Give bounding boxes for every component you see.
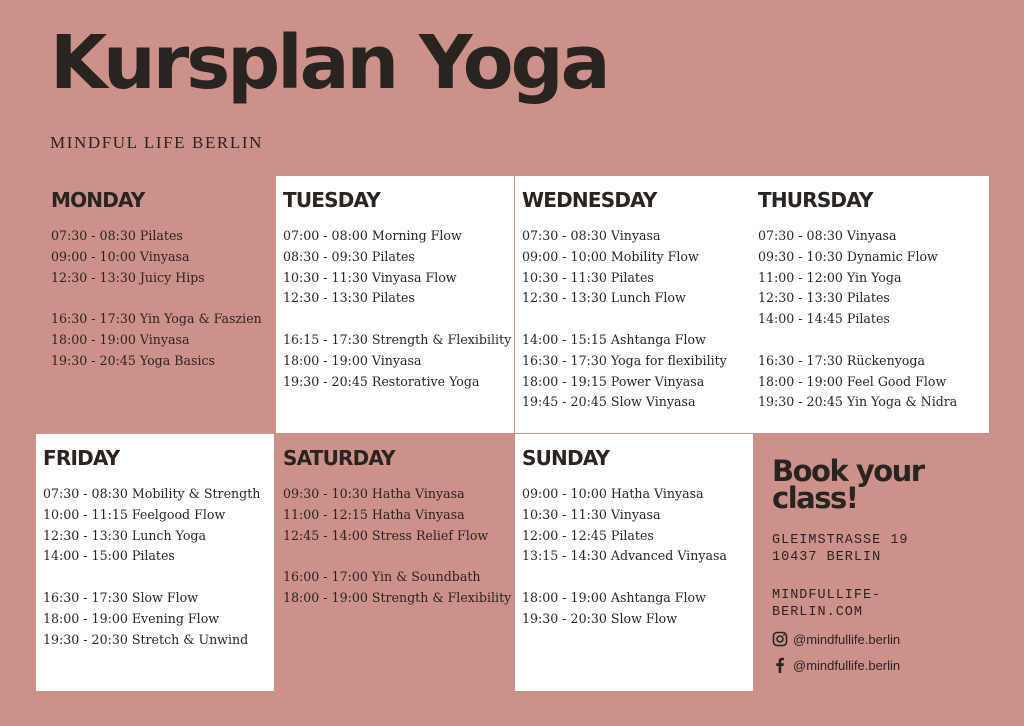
class-entry: 10:00 - 11:15 Feelgood Flow (43, 506, 226, 522)
day-heading: TUESDAY (283, 188, 380, 212)
class-entry: 11:00 - 12:15 Hatha Vinyasa (283, 506, 465, 522)
class-entry: 09:00 - 10:00 Mobility Flow (522, 248, 699, 264)
class-entry: 19:30 - 20:45 Restorative Yoga (283, 373, 480, 389)
class-entry: 19:30 - 20:30 Stretch & Unwind (43, 631, 249, 647)
studio-name: MINDFUL LIFE BERLIN (50, 133, 263, 152)
class-entry: 13:15 - 14:30 Advanced Vinyasa (522, 548, 727, 564)
class-entry: 07:30 - 08:30 Vinyasa (522, 228, 661, 243)
day-wednesday (515, 176, 753, 433)
class-entry: 12:30 - 13:30 Lunch Flow (522, 290, 686, 306)
class-entry: 11:00 - 12:00 Yin Yoga (758, 269, 902, 285)
day-heading: MONDAY (51, 188, 145, 212)
day-heading: SATURDAY (283, 446, 395, 470)
class-entry: 19:30 - 20:30 Slow Flow (522, 610, 677, 626)
class-entry: 19:30 - 20:45 Yin Yoga & Nidra (758, 394, 958, 410)
class-entry: 16:30 - 17:30 Slow Flow (43, 589, 198, 605)
class-entry: 12:45 - 14:00 Stress Relief Flow (283, 527, 489, 543)
class-entry: 18:00 - 19:00 Evening Flow (43, 610, 220, 626)
class-entry: 18:00 - 19:15 Power Vinyasa (522, 373, 705, 389)
class-entry: 16:30 - 17:30 Rückenyoga (758, 352, 925, 368)
class-entry: 16:30 - 17:30 Yin Yoga & Faszien (51, 311, 262, 327)
website-link[interactable] (772, 587, 992, 621)
class-entry: 12:30 - 13:30 Lunch Yoga (43, 527, 206, 543)
class-entry: 09:00 - 10:00 Vinyasa (51, 248, 190, 264)
address (772, 532, 992, 566)
class-entry: 07:30 - 08:30 Mobility & Strength (43, 486, 261, 501)
class-entry: 12:30 - 13:30 Juicy Hips (51, 269, 205, 285)
booking-title-line1: Book your (772, 454, 924, 488)
class-entry: 09:30 - 10:30 Dynamic Flow (758, 248, 938, 264)
class-entry: 08:30 - 09:30 Pilates (283, 248, 415, 264)
class-entry: 07:00 - 08:00 Morning Flow (283, 228, 462, 243)
class-entry: 10:30 - 11:30 Pilates (522, 269, 654, 285)
instagram-handle: @mindfullife.berlin (793, 631, 901, 647)
class-entry: 12:00 - 12:45 Pilates (522, 527, 654, 543)
website-line1: MINDFULLIFE- (772, 588, 882, 603)
day-tuesday (276, 176, 514, 433)
booking-title-line2: class! (772, 481, 858, 515)
class-entry: 16:30 - 17:30 Yoga for flexibility (522, 352, 727, 368)
address-city: 10437 BERLIN (772, 550, 882, 565)
class-entry: 10:30 - 11:30 Vinyasa Flow (283, 269, 457, 285)
class-entry: 14:00 - 15:15 Ashtanga Flow (522, 331, 706, 347)
day-monday (44, 176, 282, 433)
class-entry: 16:15 - 17:30 Strength & Flexibility (283, 331, 512, 347)
day-heading: WEDNESDAY (522, 188, 657, 212)
class-entry: 16:00 - 17:00 Yin & Soundbath (283, 569, 481, 585)
class-entry: 09:00 - 10:00 Hatha Vinyasa (522, 486, 704, 501)
class-entry: 18:00 - 19:00 Vinyasa (51, 331, 190, 347)
facebook-link[interactable] (772, 657, 992, 673)
class-entry: 10:30 - 11:30 Vinyasa (522, 506, 661, 522)
website-line2: BERLIN.COM (772, 605, 864, 620)
class-entry: 18:00 - 19:00 Strength & Flexibility (283, 589, 512, 605)
class-entry: 07:30 - 08:30 Pilates (51, 228, 183, 243)
class-entry: 12:30 - 13:30 Pilates (758, 290, 890, 306)
class-entry: 18:00 - 19:00 Feel Good Flow (758, 373, 947, 389)
class-entry: 09:30 - 10:30 Hatha Vinyasa (283, 486, 465, 501)
day-heading: FRIDAY (43, 446, 120, 470)
address-street: GLEIMSTRASSE 19 (772, 533, 909, 548)
facebook-handle: @mindfullife.berlin (793, 657, 901, 673)
class-entry: 14:00 - 14:45 Pilates (758, 311, 890, 327)
instagram-icon (772, 631, 788, 647)
class-entry: 18:00 - 19:00 Vinyasa (283, 352, 422, 368)
class-entry: 18:00 - 19:00 Ashtanga Flow (522, 589, 706, 605)
day-heading: THURSDAY (758, 188, 873, 212)
class-entry: 12:30 - 13:30 Pilates (283, 290, 415, 306)
day-sunday (515, 434, 753, 691)
page-title: Kursplan Yoga (50, 20, 608, 106)
instagram-link[interactable] (772, 631, 992, 647)
booking-section (772, 454, 992, 673)
facebook-icon (772, 657, 788, 673)
day-friday (36, 434, 274, 691)
class-entry: 14:00 - 15:00 Pilates (43, 548, 175, 564)
class-entry: 19:45 - 20:45 Slow Vinyasa (522, 394, 696, 410)
booking-title (772, 454, 992, 515)
day-thursday (751, 176, 989, 433)
class-entry: 19:30 - 20:45 Yoga Basics (51, 352, 215, 368)
class-entry: 07:30 - 08:30 Vinyasa (758, 228, 897, 243)
day-saturday (276, 434, 514, 691)
day-heading: SUNDAY (522, 446, 610, 470)
